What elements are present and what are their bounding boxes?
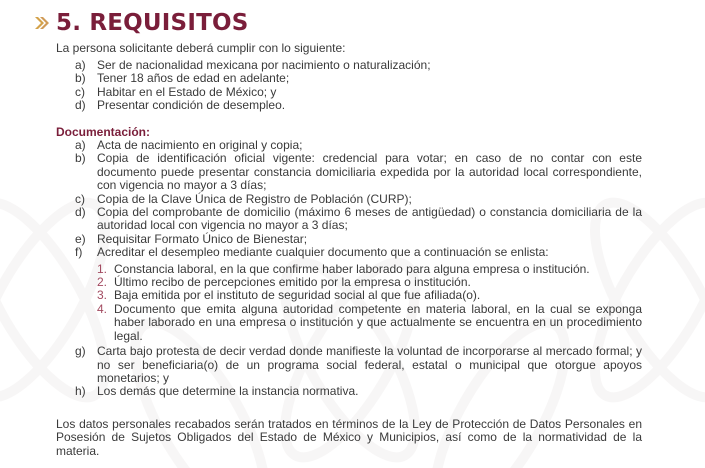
numbered-list-item bbox=[97, 289, 642, 302]
number-marker: 4. bbox=[97, 301, 108, 316]
list-marker: c) bbox=[75, 191, 85, 206]
list-item bbox=[75, 345, 642, 385]
list-marker: g) bbox=[75, 344, 86, 359]
list-marker: a) bbox=[75, 58, 86, 72]
list-item-text: Copia de la Clave Única de Registro de Población (CURP); bbox=[97, 191, 412, 206]
unemployment-proofs-list bbox=[97, 263, 642, 343]
list-item bbox=[75, 99, 635, 112]
list-item-text: Documento que emita alguna autoridad competente en materia laboral, en la cual se exponga haber laborado en una empresa o institución y que actualmente se encuentra en un procedimiento legal. bbox=[114, 301, 642, 343]
list-item-text: Último recibo de percepciones emitido por la empresa o institución. bbox=[114, 275, 471, 290]
list-item bbox=[75, 233, 642, 246]
list-item-text: Copia de identificación oficial vigente: credencial para votar; en caso de no contar con este documento puede presentar constancia domiciliaria expedida por la autoridad local correspondiente, con vigencia no mayor a 3 días; bbox=[97, 151, 642, 193]
list-marker: b) bbox=[75, 151, 86, 166]
section-title: 5. REQUISITOS bbox=[56, 10, 249, 36]
numbered-list-item bbox=[97, 276, 642, 289]
number-marker: 3. bbox=[97, 288, 108, 303]
double-chevron-icon bbox=[34, 15, 50, 31]
list-item-text: Habitar en el Estado de México; y bbox=[97, 84, 277, 99]
list-item-text: Carta bajo protesta de decir verdad donde manifieste la voluntad de incorporarse al mercado formal; y no ser beneficiaria(o) de un programa social federal, estatal o municipal que otorgue apoyos monetarios; y bbox=[97, 344, 642, 385]
list-marker: a) bbox=[75, 138, 86, 152]
list-marker: e) bbox=[75, 231, 86, 246]
list-marker: d) bbox=[75, 205, 86, 220]
list-item bbox=[75, 86, 635, 99]
requirements-list bbox=[75, 59, 635, 113]
number-marker: 2. bbox=[97, 275, 108, 290]
list-item-text: Requisitar Formato Único de Bienestar; bbox=[97, 231, 308, 246]
list-item bbox=[75, 139, 642, 152]
numbered-list-item bbox=[97, 303, 642, 343]
documentation-heading: Documentación: bbox=[56, 125, 151, 139]
list-marker: f) bbox=[75, 245, 83, 260]
list-item-text: Los demás que determine la instancia normativa. bbox=[97, 384, 359, 399]
list-item-text: Copia del comprobante de domicilio (máximo 6 meses de antigüedad) o constancia domiciliaria de la autoridad local con vigencia no mayor a 3 días; bbox=[97, 205, 642, 233]
privacy-notice: Los datos personales recabados serán tratados en términos de la Ley de Protección de Datos Personales en Posesión de Sujetos Obligados del Estado de México y Municipios, así como de la normatividad de la materia. bbox=[56, 417, 642, 458]
list-item bbox=[75, 206, 642, 233]
list-item bbox=[75, 193, 642, 206]
list-marker: h) bbox=[75, 384, 86, 399]
section-title-row bbox=[34, 8, 249, 38]
intro-text: La persona solicitante deberá cumplir con lo siguiente: bbox=[56, 41, 346, 55]
list-item-text: Acta de nacimiento en original y copia; bbox=[97, 138, 303, 152]
number-marker: 1. bbox=[97, 261, 108, 276]
list-item bbox=[75, 246, 642, 259]
list-marker: c) bbox=[75, 84, 85, 99]
list-item bbox=[75, 152, 642, 192]
list-item-text: Baja emitida por el instituto de seguridad social al que fue afiliada(o). bbox=[114, 288, 481, 303]
list-item-text: Ser de nacionalidad mexicana por nacimiento o naturalización; bbox=[97, 58, 431, 72]
list-item-text: Acreditar el desempleo mediante cualquier documento que a continuación se enlista: bbox=[97, 245, 549, 260]
list-item-text: Constancia laboral, en la que confirme haber laborado para alguna empresa o institución. bbox=[114, 261, 590, 276]
list-item bbox=[75, 72, 635, 85]
list-item-text: Presentar condición de desempleo. bbox=[97, 98, 286, 113]
list-item bbox=[75, 59, 635, 72]
list-item bbox=[75, 385, 642, 398]
documentation-list bbox=[75, 139, 642, 399]
list-item-text: Tener 18 años de edad en adelante; bbox=[97, 71, 290, 86]
list-marker: b) bbox=[75, 71, 86, 86]
list-marker: d) bbox=[75, 98, 86, 113]
